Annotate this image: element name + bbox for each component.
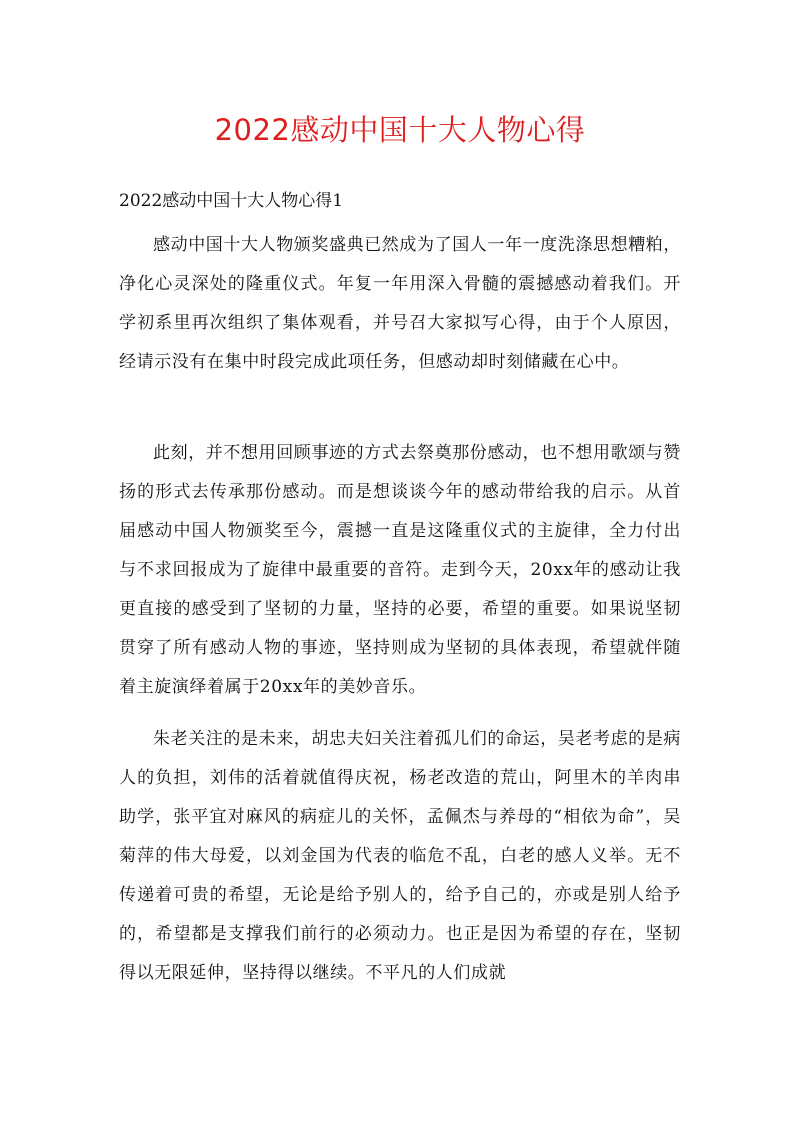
body-paragraph: 此刻，并不想用回顾事迹的方式去祭奠那份感动，也不想用歌颂与赞扬的形式去传承那份感动。而是想谈谈今年的感动带给我的启示。从首届感动中国人物颁奖至今，震撼一直是这隆重仪式的主旋律，全力付出与不求回报成为了旋律中最重要的音符。走到今天，20xx年的感动让我更直接的感受到了坚韧的力量，坚持的必要，希望的重要。如果说坚韧贯穿了所有感动人物的事迹，坚持则成为坚韧的具体表现，希望就伴随着主旋演绎着属于20xx年的美妙音乐。 — [119, 443, 681, 697]
section-heading: 2022感动中国十大人物心得1 — [119, 191, 344, 211]
document-title: 2022感动中国十大人物心得 — [214, 113, 586, 147]
body-paragraph: 朱老关注的是未来，胡忠夫妇关注着孤儿们的命运，吴老考虑的是病人的负担，刘伟的活着就值得庆祝，杨老改造的荒山，阿里木的羊肉串助学，张平宜对麻风的病症儿的关怀，孟佩杰与养母的“相依为命”，吴菊萍的伟大母爱，以刘金国为代表的临危不乱，白老的感人义举。无不传递着可贵的希望，无论是给予别人的，给予自己的，亦或是别人给予的，希望都是支撑我们前行的必须动力。也正是因为希望的存在，坚韧得以无限延伸，坚持得以继续。不平凡的人们成就 — [119, 729, 681, 983]
body-paragraph: 感动中国十大人物颁奖盛典已然成为了国人一年一度洗涤思想糟粕，净化心灵深处的隆重仪式。年复一年用深入骨髓的震撼感动着我们。开学初系里再次组织了集体观看，并号召大家拟写心得，由于个人原因，经请示没有在集中时段完成此项任务，但感动却时刻储藏在心中。 — [119, 235, 681, 372]
